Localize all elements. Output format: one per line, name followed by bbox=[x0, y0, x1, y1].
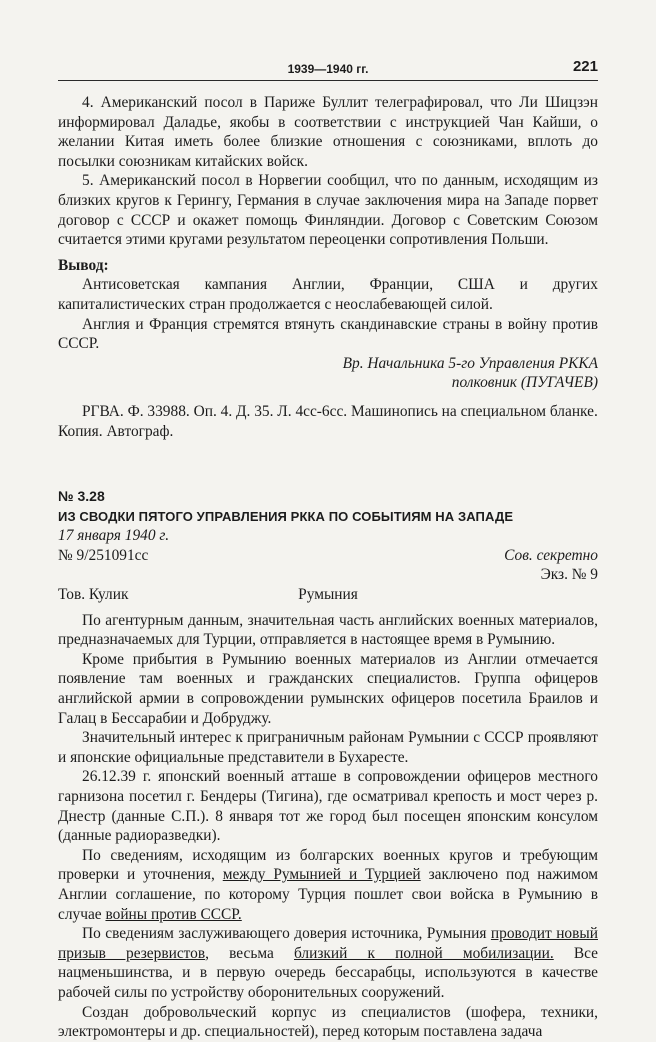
paragraph-item-4: 4. Американский посол в Париже Буллит телеграфировал, что Ли Шицзэн информировал Даладье, якобы в соответствии с инструкцией Чан Кайши, о желании Китая иметь более близкие отношения с союзниками, вплоть до посылки союзникам китайских войск. bbox=[58, 94, 598, 170]
paragraph-2: Кроме прибытия в Румынию военных материалов из Англии отмечается появление там военных и гражданских специалистов. Группа офицеров английской армии в сопровождении румынских офицеров посетила Браилов и Галац в Бессарабии и Добруджу. bbox=[58, 650, 598, 727]
paragraph-6-text-a: По сведениям заслуживающего доверия источника, Румыния bbox=[82, 925, 491, 943]
document-number: № 3.28 bbox=[58, 488, 105, 505]
page-body bbox=[58, 93, 598, 1042]
document-date: 17 января 1940 г. bbox=[58, 527, 170, 545]
addressee: Тов. Кулик bbox=[58, 586, 129, 604]
underlined-phrase: между Румынией и Турцией bbox=[222, 866, 421, 884]
conclusion-paragraph-1: Антисоветская кампания Англии, Франции, США и других капиталистических стран продолжается с неослабевающей силой. bbox=[58, 276, 598, 313]
conclusion-heading: Вывод: bbox=[58, 256, 109, 274]
signature-title: Вр. Начальника 5-го Управления РККА bbox=[342, 354, 598, 372]
paragraph-7: Создан добровольческий корпус из специалистов (шофера, техники, электромонтеры и др. специальностей), перед которым поставлена задача bbox=[58, 1003, 598, 1041]
paragraph-5-text-b: заключено под нажимом Англии соглашение, по которому Турция пошлет свои войска в Румынию в случае bbox=[58, 866, 599, 923]
archive-source: РГВА. Ф. 33988. Оп. 4. Д. 35. Л. 4сс-6сс. Машинопись на специальном бланке. Копия. Автограф. bbox=[58, 402, 598, 440]
paragraph-4: 26.12.39 г. японский военный атташе в сопровождении офицеров местного гарнизона посетил г. Бендеры (Тигина), где осматривал крепость и мост через р. Днестр (данные С.П.). 8 января тот же город был посещен японским консулом (данные радиоразведки). bbox=[58, 768, 598, 845]
signature-name: полковник (ПУГАЧЕВ) bbox=[451, 374, 598, 392]
underlined-phrase: войны против СССР. bbox=[105, 905, 242, 923]
copy-number: Экз. № 9 bbox=[540, 566, 598, 584]
running-title: 1939—1940 гг. bbox=[287, 62, 369, 76]
underlined-phrase: проводит новый призыв резервистов bbox=[58, 925, 598, 962]
paragraph-6-text-c: Все нацменьшинства, и в первую очередь бессарабцы, используются в качестве рабочей силы по устройству оборонительных сооружений. bbox=[58, 944, 599, 1001]
paragraph-5-text-a: По сведениям, исходящим из болгарских военных кругов и требующим проверки и уточнения, bbox=[58, 846, 598, 884]
page-number: 221 bbox=[572, 58, 598, 75]
secrecy-stamp: Сов. секретно bbox=[504, 546, 598, 564]
paragraph-item-5: 5. Американский посол в Норвегии сообщил, что по данным, исходящим из близких кругов к Герингу, Германия в случае заключения мира на Западе порвет договор с СССР и окажет помощь Финляндии. Договор с Советским Союзом считается этими кругами результатом переоценки сопротивления Польши. bbox=[58, 172, 598, 249]
paragraph-3: Значительный интерес к приграничным районам Румынии с СССР проявляют и японские официальные представители в Бухаресте. bbox=[58, 729, 598, 766]
paragraph-6-text-b: , весьма bbox=[205, 944, 294, 962]
document-meta-row bbox=[58, 546, 598, 566]
document-title: ИЗ СВОДКИ ПЯТОГО УПРАВЛЕНИЯ РККА ПО СОБЫТИЯМ НА ЗАПАДЕ bbox=[58, 508, 514, 524]
section-heading: Румыния bbox=[298, 586, 358, 604]
conclusion-paragraph-2: Англия и Франция стремятся втянуть скандинавские страны в войну против СССР. bbox=[58, 315, 598, 353]
paragraph-1: По агентурным данным, значительная часть английских военных материалов, предназначаемых для Турции, отправляется в настоящее время в Румынию. bbox=[58, 611, 598, 649]
paragraph-5 bbox=[58, 846, 598, 924]
registration-number: № 9/251091сс bbox=[58, 546, 149, 564]
paragraph-6 bbox=[58, 924, 598, 1002]
running-header bbox=[58, 60, 598, 81]
underlined-phrase: близкий к полной мобилизации. bbox=[293, 944, 554, 962]
